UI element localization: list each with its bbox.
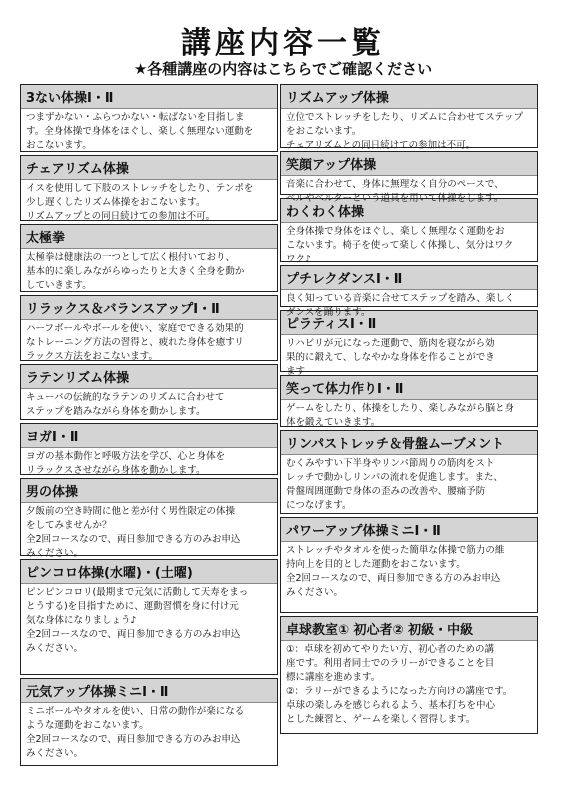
description-line: レッチで動かしリンパの流れを促進します。また、 (286, 472, 503, 483)
description-line: 基本的に楽しみながらゆったりと大きく全身を動か (26, 266, 245, 277)
course-description (281, 223, 537, 269)
course-title: ピラティスⅠ・Ⅱ (281, 311, 537, 335)
course-card (280, 198, 538, 265)
course-card (280, 151, 538, 204)
course-title: 元気アップ体操ミニⅠ・Ⅱ (21, 679, 277, 703)
course-description (21, 703, 277, 763)
course-title: パワーアップ体操ミニⅠ・Ⅱ (281, 518, 537, 542)
description-line: ヨガの基本動作と呼吸方法を学び、心と身体を (26, 451, 226, 462)
course-title: 笑って体力作りⅠ・Ⅱ (281, 376, 537, 400)
course-title: 卓球教室① 初心者② 初級・中級 (281, 617, 537, 641)
course-description (21, 584, 277, 658)
course-card (20, 84, 278, 152)
description-line: ストレッチやタオルを使った簡単な体操で筋力の維 (286, 545, 505, 556)
description-line: 全2回コースなので、両日参加できる方のみお申込 (26, 734, 241, 745)
description-line: 標に講座を進めます。 (286, 672, 381, 683)
course-card (20, 423, 278, 475)
course-description (21, 109, 277, 155)
course-description (21, 389, 277, 421)
course-card (280, 84, 538, 151)
course-card (280, 616, 538, 734)
course-description (281, 455, 537, 515)
course-title: チェアリズム体操 (21, 156, 277, 180)
description-line: チェアリズムとの同日続けての参加は不可。 (286, 140, 476, 151)
description-line: みください。 (26, 748, 84, 759)
course-title: リンパストレッチ＆骨盤ムーブメント (281, 431, 537, 455)
course-description (21, 503, 277, 563)
course-title: 笑顔アップ体操 (281, 152, 537, 176)
description-line: 体を鍛えていきます。 (286, 417, 381, 428)
description-line: こないます。椅子を使って楽しく体操し、気分はワク (286, 240, 514, 251)
course-card (20, 559, 278, 675)
course-card (20, 155, 278, 221)
course-card (20, 364, 278, 420)
description-line: なトレーニング方法の習得と、疲れた身体を癒すリ (26, 337, 244, 348)
course-title: 太極拳 (21, 225, 277, 249)
description-line: リズムアップとの同日続けての参加は不可。 (26, 211, 216, 222)
description-line: ゲームをしたり、体操をしたり、楽しみながら脳と身 (286, 403, 515, 414)
course-title: 3ない体操Ⅰ・Ⅱ (21, 85, 277, 109)
description-line: イスを使用して下肢のストレッチをしたり、テンポを (26, 183, 254, 194)
description-line: とうする)を目指すために、運動習慣を身に付け元 (26, 601, 239, 612)
description-line: 少し遅くしたリズム体操をおこないます。 (26, 197, 206, 208)
left-column (20, 84, 278, 769)
course-title: ヨガⅠ・Ⅱ (21, 424, 277, 448)
course-description (21, 320, 277, 366)
course-description (281, 400, 537, 432)
description-line: 太極拳は健康法の一つとして広く根付いており、 (26, 252, 236, 263)
description-line: 果的に鍛えて、しなやかな身体を作ることができ (286, 352, 495, 363)
description-line: とした練習と、ゲームを楽しく習得します。 (286, 714, 476, 725)
description-line: ミニボールやタオルを使い、日常の動作が楽になる (26, 706, 245, 717)
description-line: をおこないます。 (286, 126, 362, 137)
course-card (20, 295, 278, 361)
description-line: 卓球の楽しみを感じられるよう、基本打ちを中心 (286, 700, 496, 711)
description-line: 全2回コースなので、両日参加できる方のみお申込 (286, 573, 501, 584)
course-title: 男の体操 (21, 479, 277, 503)
description-line: むくみやすい下半身やリンパ節周りの筋肉をスト (286, 458, 495, 469)
course-card (280, 375, 538, 427)
course-title: ピンコロ体操(水曜)・(土曜) (21, 560, 277, 584)
course-title: リラックス＆バランスアップⅠ・Ⅱ (21, 296, 277, 320)
description-line: 気な身体になりましょう♪ (26, 615, 137, 626)
description-line: ラックス方法をおこないます。 (26, 351, 158, 362)
course-description (21, 180, 277, 226)
page-subtitle: ★各種講座の内容はこちらでご確認ください (133, 60, 433, 78)
description-line: リハビリが元になった運動で、筋肉を寝ながら効 (286, 338, 495, 349)
description-line: 夕飯前の空き時間に他と差が付く男性限定の体操 (26, 506, 236, 517)
description-line: キューバの伝統的なラテンのリズムに合わせて (26, 392, 225, 403)
course-card (280, 310, 538, 377)
description-line: みください。 (26, 548, 84, 559)
description-line: ②：ラリーができるようになった方向けの講座です。 (286, 686, 513, 697)
description-line: ベルやベルターという道具を用いて体操をします。 (286, 193, 504, 204)
right-column (280, 84, 538, 737)
description-line: リラックスさせながら身体を動かします。 (26, 465, 206, 476)
description-line: ①：卓球を初めてやりたい方、初心者のための講 (286, 644, 495, 655)
description-line: をしてみませんか？ (26, 520, 112, 531)
description-line: つまずかない・ふらつかない・転ばないを目指しま (26, 112, 245, 123)
description-line: につなげます。 (286, 500, 352, 511)
course-card (20, 224, 278, 292)
course-description (281, 542, 537, 602)
description-line: 全身体操で身体をほぐし、楽しく無理なく運動をお (286, 226, 505, 237)
description-line: ます (286, 366, 306, 377)
course-card (280, 430, 538, 514)
description-line: していきます。 (26, 280, 92, 291)
course-description (21, 448, 277, 480)
course-description (281, 109, 537, 155)
description-line: ハーフボールやボールを使い、家庭でできる効果的 (26, 323, 244, 334)
course-title: プチレクダンスⅠ・Ⅱ (281, 266, 537, 290)
description-line: おこないます。 (26, 140, 92, 151)
description-line: 骨盤周囲運動で身体の歪みの改善や、腰痛予防 (286, 486, 486, 497)
course-card (20, 678, 278, 766)
course-description (281, 641, 537, 729)
description-line: 持向上を目的とした運動をおこないます。 (286, 559, 466, 570)
description-line: ような運動をおこないます。 (26, 720, 149, 731)
description-line: みください。 (286, 587, 344, 598)
description-line: 良く知っている音楽に合せてステップを踏み、楽しく (286, 293, 515, 304)
description-line: 音楽に合わせて、身体に無理なく自分のペースで、 (286, 179, 504, 190)
description-line: 全2回コースなので、両日参加できる方のみお申込 (26, 534, 241, 545)
course-title: リズムアップ体操 (281, 85, 537, 109)
description-line: 全2回コースなので、両日参加できる方のみお申込 (26, 629, 241, 640)
course-title: ラテンリズム体操 (21, 365, 277, 389)
description-line: ステップを踏みながら身体を動かします。 (26, 406, 206, 417)
course-card (280, 517, 538, 613)
description-line: 座です。利用者同士でのラリーができることを目 (286, 658, 495, 669)
description-line: ワク♪ (286, 254, 312, 265)
description-line: ピンピンコロリ(最期まで元気に活動して天寿をまっ (26, 587, 249, 598)
description-line: 立位でストレッチをしたり、リズムに合わせてステップ (286, 112, 524, 123)
description-line: みください。 (26, 643, 84, 654)
course-title: わくわく体操 (281, 199, 537, 223)
course-card (280, 265, 538, 307)
page-title: 講座内容一覧 (181, 26, 385, 61)
description-line: す。全身体操で身体をほぐし、楽しく無理ない運動を (26, 126, 254, 137)
course-description (21, 249, 277, 295)
course-card (20, 478, 278, 559)
